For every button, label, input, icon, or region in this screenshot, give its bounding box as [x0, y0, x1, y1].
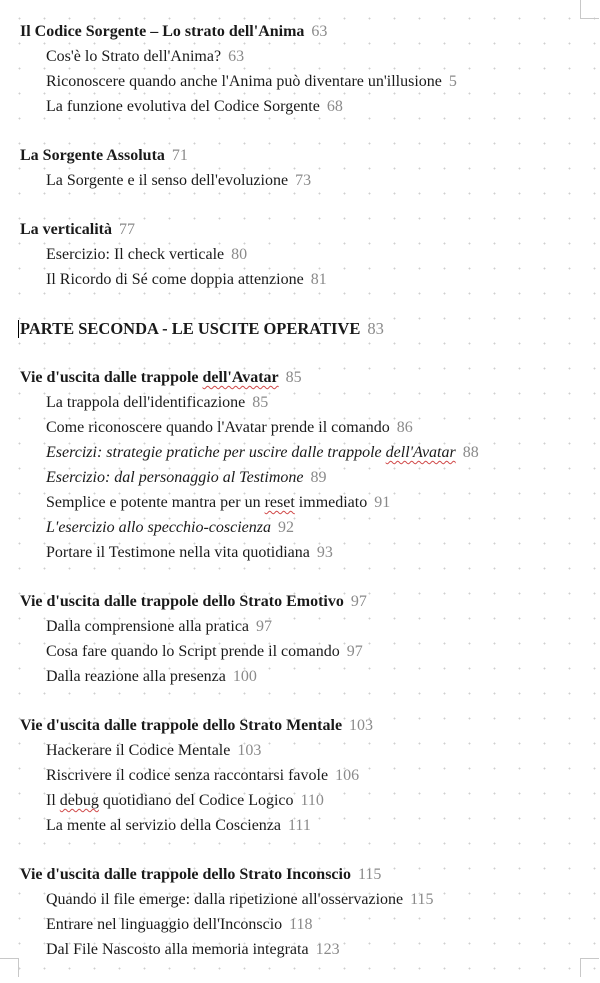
- spellcheck-flagged-word: debug: [59, 792, 99, 809]
- toc-page-number: 80: [231, 246, 248, 263]
- toc-entry-title: Il Codice Sorgente – Lo strato dell'Anima: [20, 23, 305, 40]
- toc-entry[interactable]: [0, 465, 600, 490]
- toc-page-number: 71: [171, 147, 188, 164]
- toc-entry-title: La trappola dell'identificazione: [46, 394, 246, 411]
- toc-entry-title: immediato: [294, 494, 368, 511]
- toc-entry[interactable]: [0, 639, 600, 664]
- toc-entry[interactable]: [0, 44, 600, 69]
- toc-page-number: 110: [300, 792, 324, 809]
- toc-page-number: 83: [367, 319, 384, 338]
- toc-page-number: 63: [311, 23, 328, 40]
- toc-entry[interactable]: [0, 168, 600, 193]
- toc-entry[interactable]: [0, 912, 600, 937]
- toc-entry[interactable]: [0, 415, 600, 440]
- toc-page-number: 93: [316, 544, 333, 561]
- toc-entry-title: L'esercizio allo specchio-coscienza: [46, 519, 271, 536]
- toc-page-number: 97: [350, 593, 367, 610]
- toc-blank-line: [0, 193, 600, 217]
- toc-page-number: 91: [374, 494, 391, 511]
- toc-entry[interactable]: [0, 738, 600, 763]
- spellcheck-flagged-word: dell'Avatar: [202, 369, 279, 386]
- toc-blank-line: [0, 838, 600, 862]
- toc-entry[interactable]: [0, 540, 600, 565]
- toc-entry-title: PARTE SECONDA - LE USCITE OPERATIVE: [20, 319, 361, 338]
- toc-entry[interactable]: [0, 614, 600, 639]
- toc-entry[interactable]: [0, 267, 600, 292]
- toc-chapter-heading[interactable]: [0, 713, 600, 738]
- toc-entry-title: Entrare nel linguaggio dell'Inconscio: [46, 916, 283, 933]
- toc-page-number: 86: [396, 419, 413, 436]
- toc-blank-line: [0, 292, 600, 316]
- toc-chapter-heading[interactable]: [0, 862, 600, 887]
- toc-chapter-heading[interactable]: [0, 19, 600, 44]
- toc-page-number: 89: [310, 469, 327, 486]
- toc-entry[interactable]: [0, 763, 600, 788]
- toc-entry-title: Semplice e potente mantra per un: [46, 494, 265, 511]
- toc-page-number: 68: [326, 98, 343, 115]
- table-of-contents: [0, 19, 600, 962]
- toc-entry-title: Vie d'uscita dalle trappole: [20, 369, 203, 386]
- toc-entry-title: Il Ricordo di Sé come doppia attenzione: [46, 271, 304, 288]
- toc-page-number: 85: [285, 369, 302, 386]
- toc-entry[interactable]: [0, 490, 600, 515]
- toc-entry-title: Cos'è lo Strato dell'Anima?: [46, 48, 222, 65]
- toc-entry-title: La Sorgente e il senso dell'evoluzione: [46, 172, 289, 189]
- toc-entry[interactable]: [0, 69, 600, 94]
- toc-page-number: 73: [295, 172, 312, 189]
- toc-entry[interactable]: [0, 94, 600, 119]
- toc-entry-title: Quando il file emerge: dalla ripetizione all'osservazione: [46, 891, 404, 908]
- toc-page-number: 63: [228, 48, 245, 65]
- toc-page-number: 115: [410, 891, 434, 908]
- toc-entry[interactable]: [0, 788, 600, 813]
- toc-entry-title: Il: [46, 792, 60, 809]
- toc-chapter-heading[interactable]: [0, 365, 600, 390]
- toc-entry-title: Dalla comprensione alla pratica: [46, 618, 250, 635]
- toc-entry-title: Esercizio: Il check verticale: [46, 246, 225, 263]
- toc-entry-title: La Sorgente Assoluta: [20, 147, 165, 164]
- toc-page-number: 97: [256, 618, 273, 635]
- toc-entry-title: La funzione evolutiva del Codice Sorgente: [46, 98, 320, 115]
- toc-chapter-heading[interactable]: [0, 143, 600, 168]
- toc-page-number: 103: [237, 742, 262, 759]
- toc-entry-title: Hackerare il Codice Mentale: [46, 742, 231, 759]
- toc-page-number: 92: [278, 519, 294, 536]
- toc-page-number: 118: [289, 916, 313, 933]
- toc-entry-title: Riscrivere il codice senza raccontarsi favole: [46, 767, 329, 784]
- toc-entry-title: Come riconoscere quando l'Avatar prende il comando: [46, 419, 390, 436]
- toc-page-number: 85: [252, 394, 269, 411]
- toc-page-number: 106: [335, 767, 360, 784]
- toc-entry[interactable]: [0, 242, 600, 267]
- toc-entry[interactable]: [0, 390, 600, 415]
- toc-part-heading[interactable]: [0, 316, 600, 341]
- text-cursor: [18, 320, 19, 338]
- toc-entry-title: La verticalità: [20, 221, 112, 238]
- toc-page-number: 5: [448, 73, 457, 90]
- toc-entry[interactable]: [0, 664, 600, 689]
- toc-entry-title: Esercizio: dal personaggio al Testimone: [46, 469, 304, 486]
- toc-blank-line: [0, 341, 600, 365]
- toc-blank-line: [0, 119, 600, 143]
- toc-entry-title: Cosa fare quando lo Script prende il comando: [46, 643, 340, 660]
- toc-page-number: 123: [315, 941, 340, 958]
- toc-page-number: 115: [357, 866, 382, 883]
- toc-entry-title: quotidiano del Codice Logico: [98, 792, 294, 809]
- toc-page-number: 111: [288, 817, 311, 834]
- toc-page-number: 100: [232, 668, 257, 685]
- toc-page-number: 103: [349, 717, 374, 734]
- toc-entry-title: Vie d'uscita dalle trappole dello Strato Emotivo: [20, 593, 344, 610]
- spellcheck-flagged-word: reset: [264, 494, 295, 511]
- toc-page-number: 88: [462, 444, 479, 461]
- toc-entry[interactable]: [0, 813, 600, 838]
- toc-entry[interactable]: [0, 440, 600, 465]
- toc-entry-title: Vie d'uscita dalle trappole dello Strato Inconscio: [20, 866, 351, 883]
- toc-blank-line: [0, 689, 600, 713]
- toc-blank-line: [0, 565, 600, 589]
- toc-chapter-heading[interactable]: [0, 217, 600, 242]
- toc-chapter-heading[interactable]: [0, 589, 600, 614]
- toc-entry-title: Riconoscere quando anche l'Anima può diventare un'illusione: [46, 73, 442, 90]
- spellcheck-flagged-word: dell'Avatar: [385, 444, 456, 461]
- toc-page-number: 97: [346, 643, 363, 660]
- toc-page-number: 77: [118, 221, 135, 238]
- toc-entry[interactable]: [0, 937, 600, 962]
- toc-entry-title: Dal File Nascosto alla memoria integrata: [46, 941, 309, 958]
- toc-entry[interactable]: [0, 887, 600, 912]
- toc-entry-title: Portare il Testimone nella vita quotidiana: [46, 544, 310, 561]
- toc-entry-title: Vie d'uscita dalle trappole dello Strato Mentale: [20, 717, 343, 734]
- toc-page-number: 81: [310, 271, 327, 288]
- toc-entry-title: Esercizi: strategie pratiche per uscire dalle trappole: [46, 444, 386, 461]
- toc-entry-title: La mente al servizio della Coscienza: [46, 817, 282, 834]
- toc-entry[interactable]: [0, 515, 600, 540]
- crop-mark-top-right: [580, 0, 599, 19]
- toc-entry-title: Dalla reazione alla presenza: [46, 668, 226, 685]
